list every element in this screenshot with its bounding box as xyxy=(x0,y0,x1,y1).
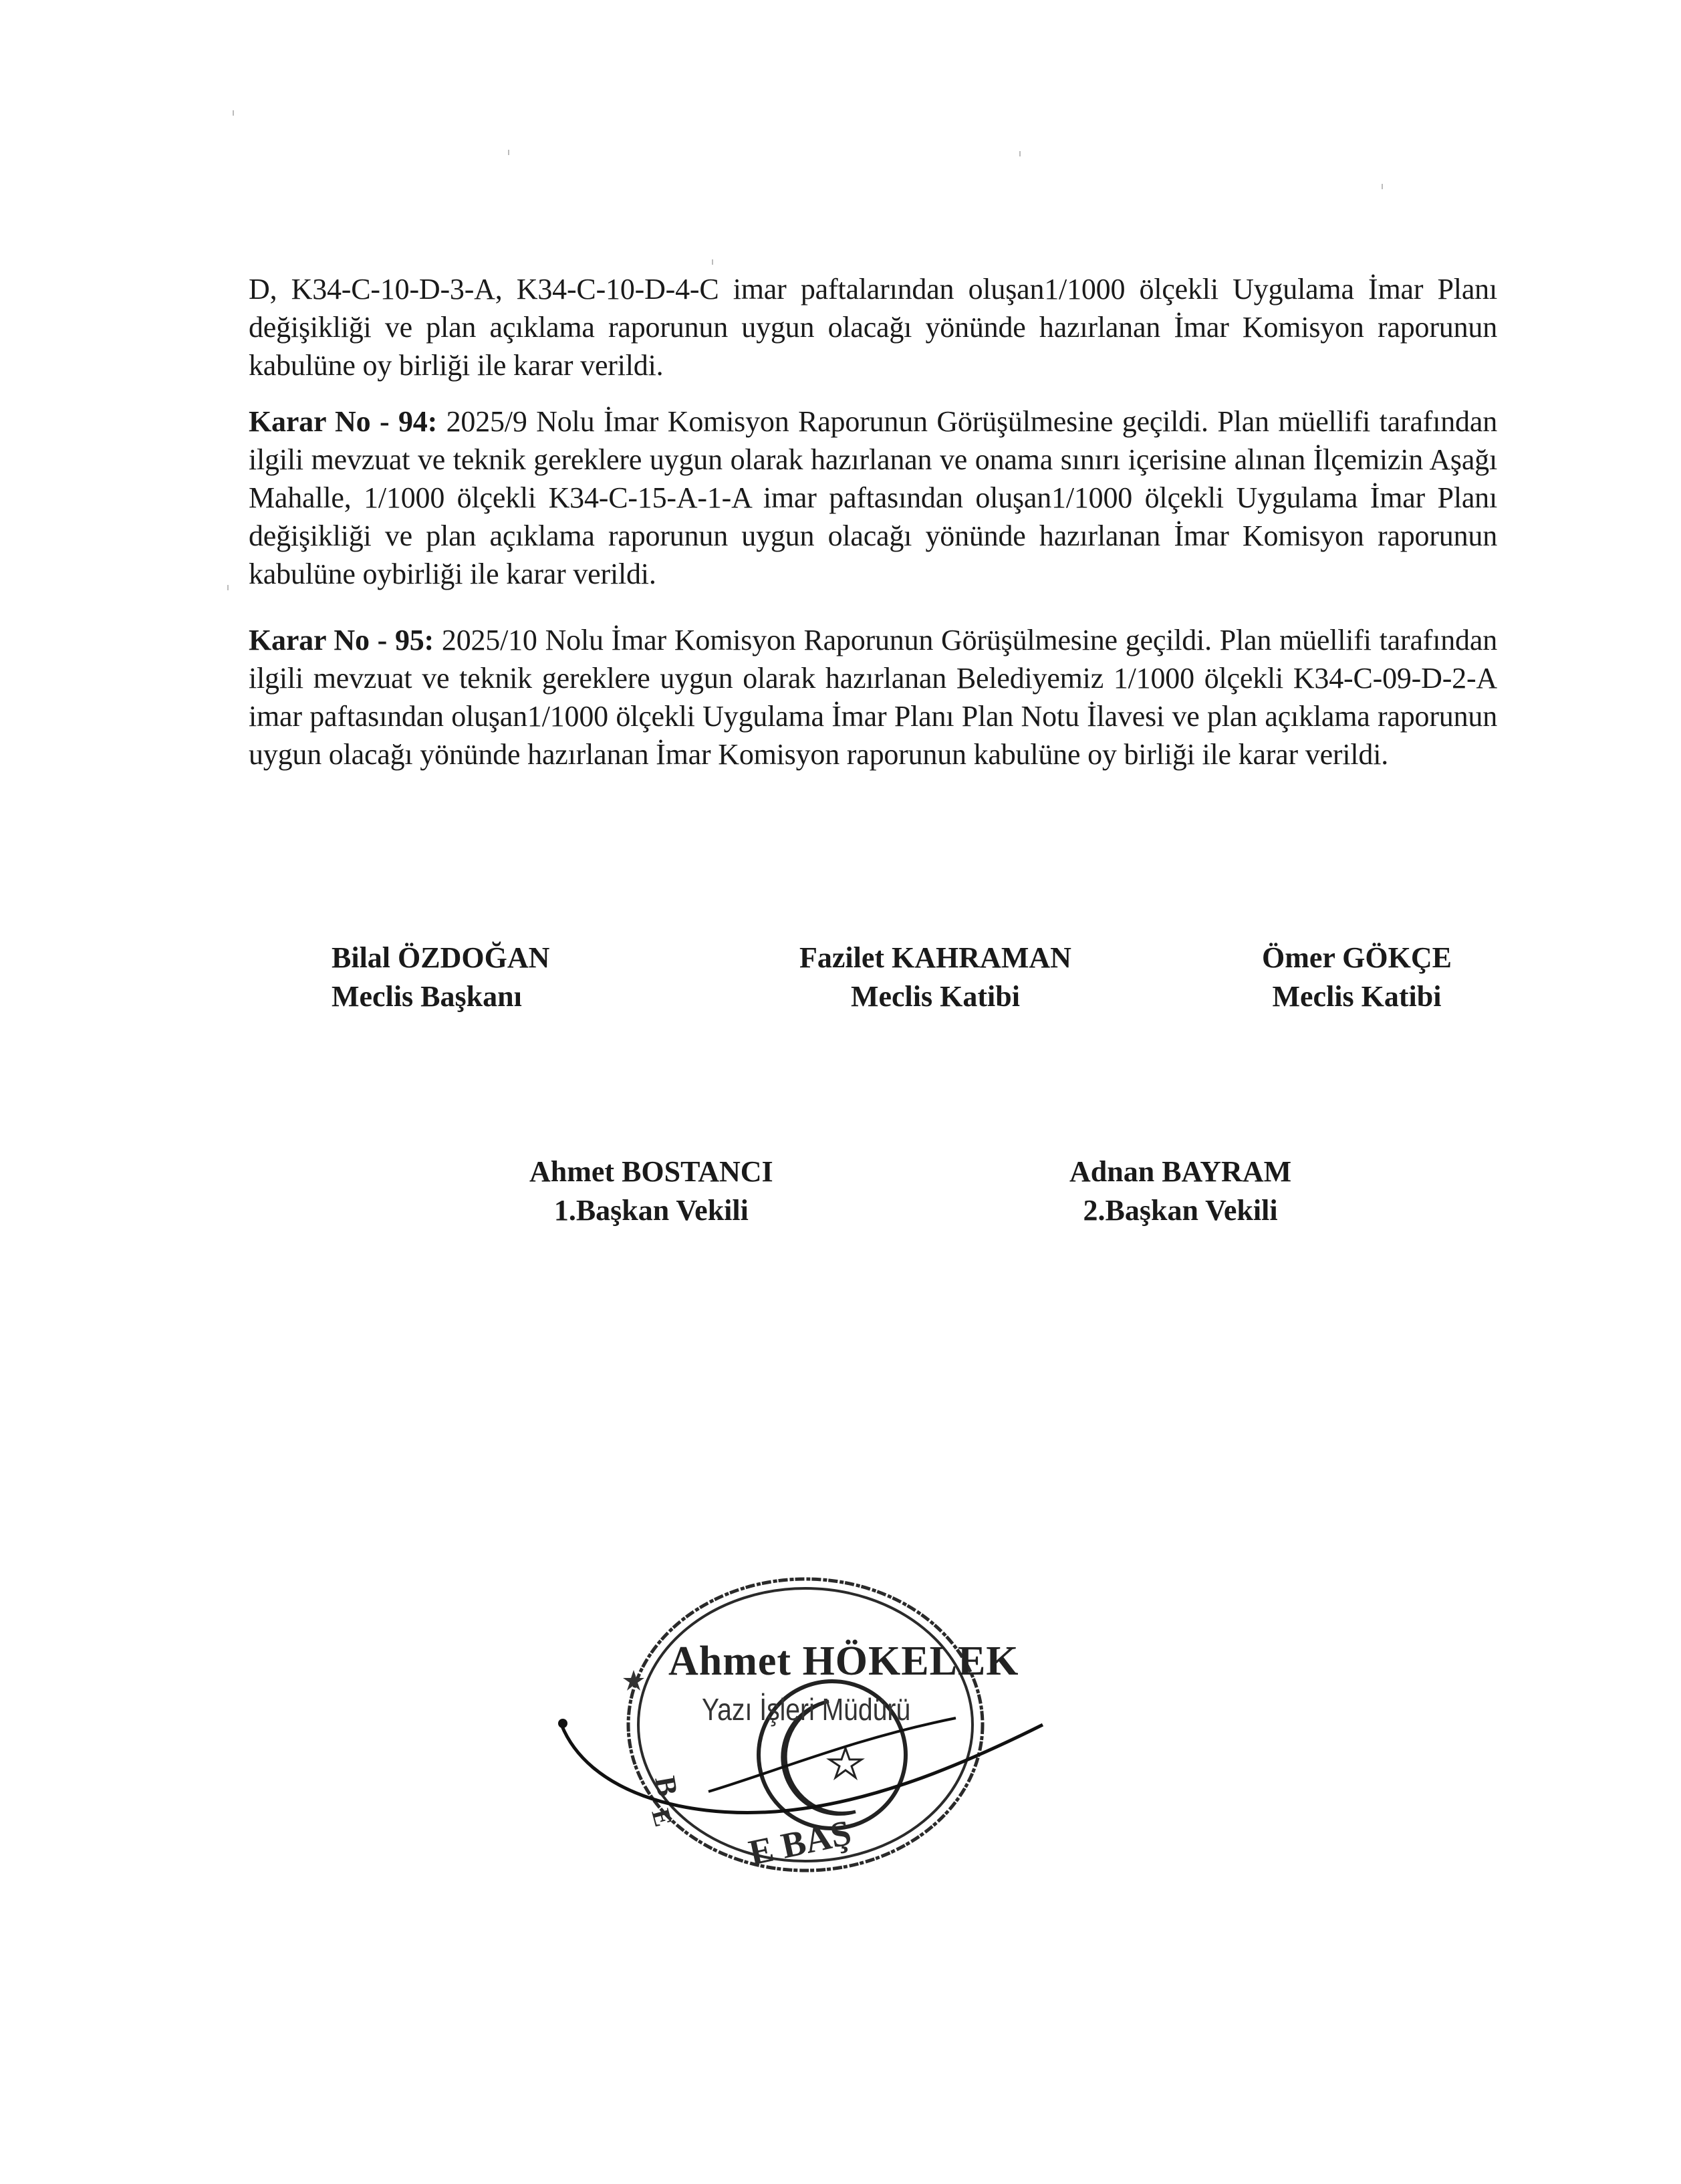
signatory-name: Fazilet KAHRAMAN xyxy=(799,941,1071,974)
paragraph-karar-95 xyxy=(249,621,1497,773)
scan-speck xyxy=(1019,151,1021,156)
signatory-name: Ahmet BOSTANCI xyxy=(529,1155,773,1188)
paragraph-text: D, K34-C-10-D-3-A, K34-C-10-D-4-C imar paftalarından oluşan1/1000 ölçekli Uygulama İmar Planı değişikliği ve plan açıklama raporunun uygun olacağı yönünde hazırlanan İmar Komisyon raporunun kabulüne oy birliği ile karar verildi. xyxy=(249,273,1497,382)
scan-speck xyxy=(227,585,229,590)
signatory-name: Ömer GÖKÇE xyxy=(1262,941,1452,974)
signatory-name: Bilal ÖZDOĞAN xyxy=(332,941,550,974)
signature-block-meclis-baskani xyxy=(332,939,549,1016)
signature-block-meclis-katibi-2 xyxy=(1262,939,1452,1016)
stamp-official-name: Ahmet HÖKELEK xyxy=(668,1639,1019,1684)
scan-speck xyxy=(1382,184,1383,189)
signature-block-baskan-vekili-2 xyxy=(1069,1152,1291,1230)
signature-dot xyxy=(558,1719,567,1728)
paragraph-karar-94 xyxy=(249,402,1497,593)
stamp-seal-graphic xyxy=(575,1591,1029,1872)
signature-block-baskan-vekili-1 xyxy=(529,1152,773,1230)
signatory-role: Meclis Başkanı xyxy=(332,980,522,1013)
stamp-official-title: Yazı İşleri Müdürü xyxy=(702,1692,911,1727)
paragraph-text: 2025/9 Nolu İmar Komisyon Raporunun Görüşülmesine geçildi. Plan müellifi tarafından ilgili mevzuat ve teknik gereklere uygun olarak hazırlanan ve onama sınırı içerisine alınan İlçemizin Aşağı Mahalle, 1/1000 ölçekli K34-C-15-A-1-A imar paftasından oluşan1/1000 ölçekli Uygulama İmar Planı değişikliği ve plan açıklama raporunun uygun olacağı yönünde hazırlanan İmar Komisyon raporunun kabulüne oybirliği ile karar verildi. xyxy=(249,405,1497,590)
signatory-role: Meclis Katibi xyxy=(1272,980,1442,1013)
ring-text-fragment: E BAŞ xyxy=(745,1812,855,1873)
scan-speck xyxy=(508,150,509,155)
karar-label: Karar No - 94: xyxy=(249,405,438,438)
paragraph-text: 2025/10 Nolu İmar Komisyon Raporunun Görüşülmesine geçildi. Plan müellifi tarafından ilgili mevzuat ve teknik gereklere uygun olarak hazırlanan Belediyemiz 1/1000 ölçekli K34-C-09-D-2-A imar paftasından oluşan1/1000 ölçekli Uygulama İmar Planı Plan Notu İlavesi ve plan açıklama raporunun uygun olacağı yönünde hazırlanan İmar Komisyon raporunun kabulüne oy birliği ile karar verildi. xyxy=(249,624,1497,771)
signatory-role: Meclis Katibi xyxy=(850,980,1020,1013)
signature-block-meclis-katibi-1 xyxy=(799,939,1071,1016)
scan-speck xyxy=(712,259,713,265)
paragraph-continuation xyxy=(249,270,1497,384)
signatory-role: 1.Başkan Vekili xyxy=(553,1194,749,1227)
signatory-role: 2.Başkan Vekili xyxy=(1083,1194,1278,1227)
signatory-name: Adnan BAYRAM xyxy=(1069,1155,1292,1188)
karar-label: Karar No - 95: xyxy=(249,624,434,656)
official-stamp xyxy=(575,1591,1029,1872)
star-icon xyxy=(829,1748,862,1778)
scan-speck xyxy=(233,110,234,116)
ring-letter: E xyxy=(646,1806,678,1830)
small-star-icon xyxy=(623,1670,644,1691)
ring-letter: B xyxy=(648,1774,684,1799)
